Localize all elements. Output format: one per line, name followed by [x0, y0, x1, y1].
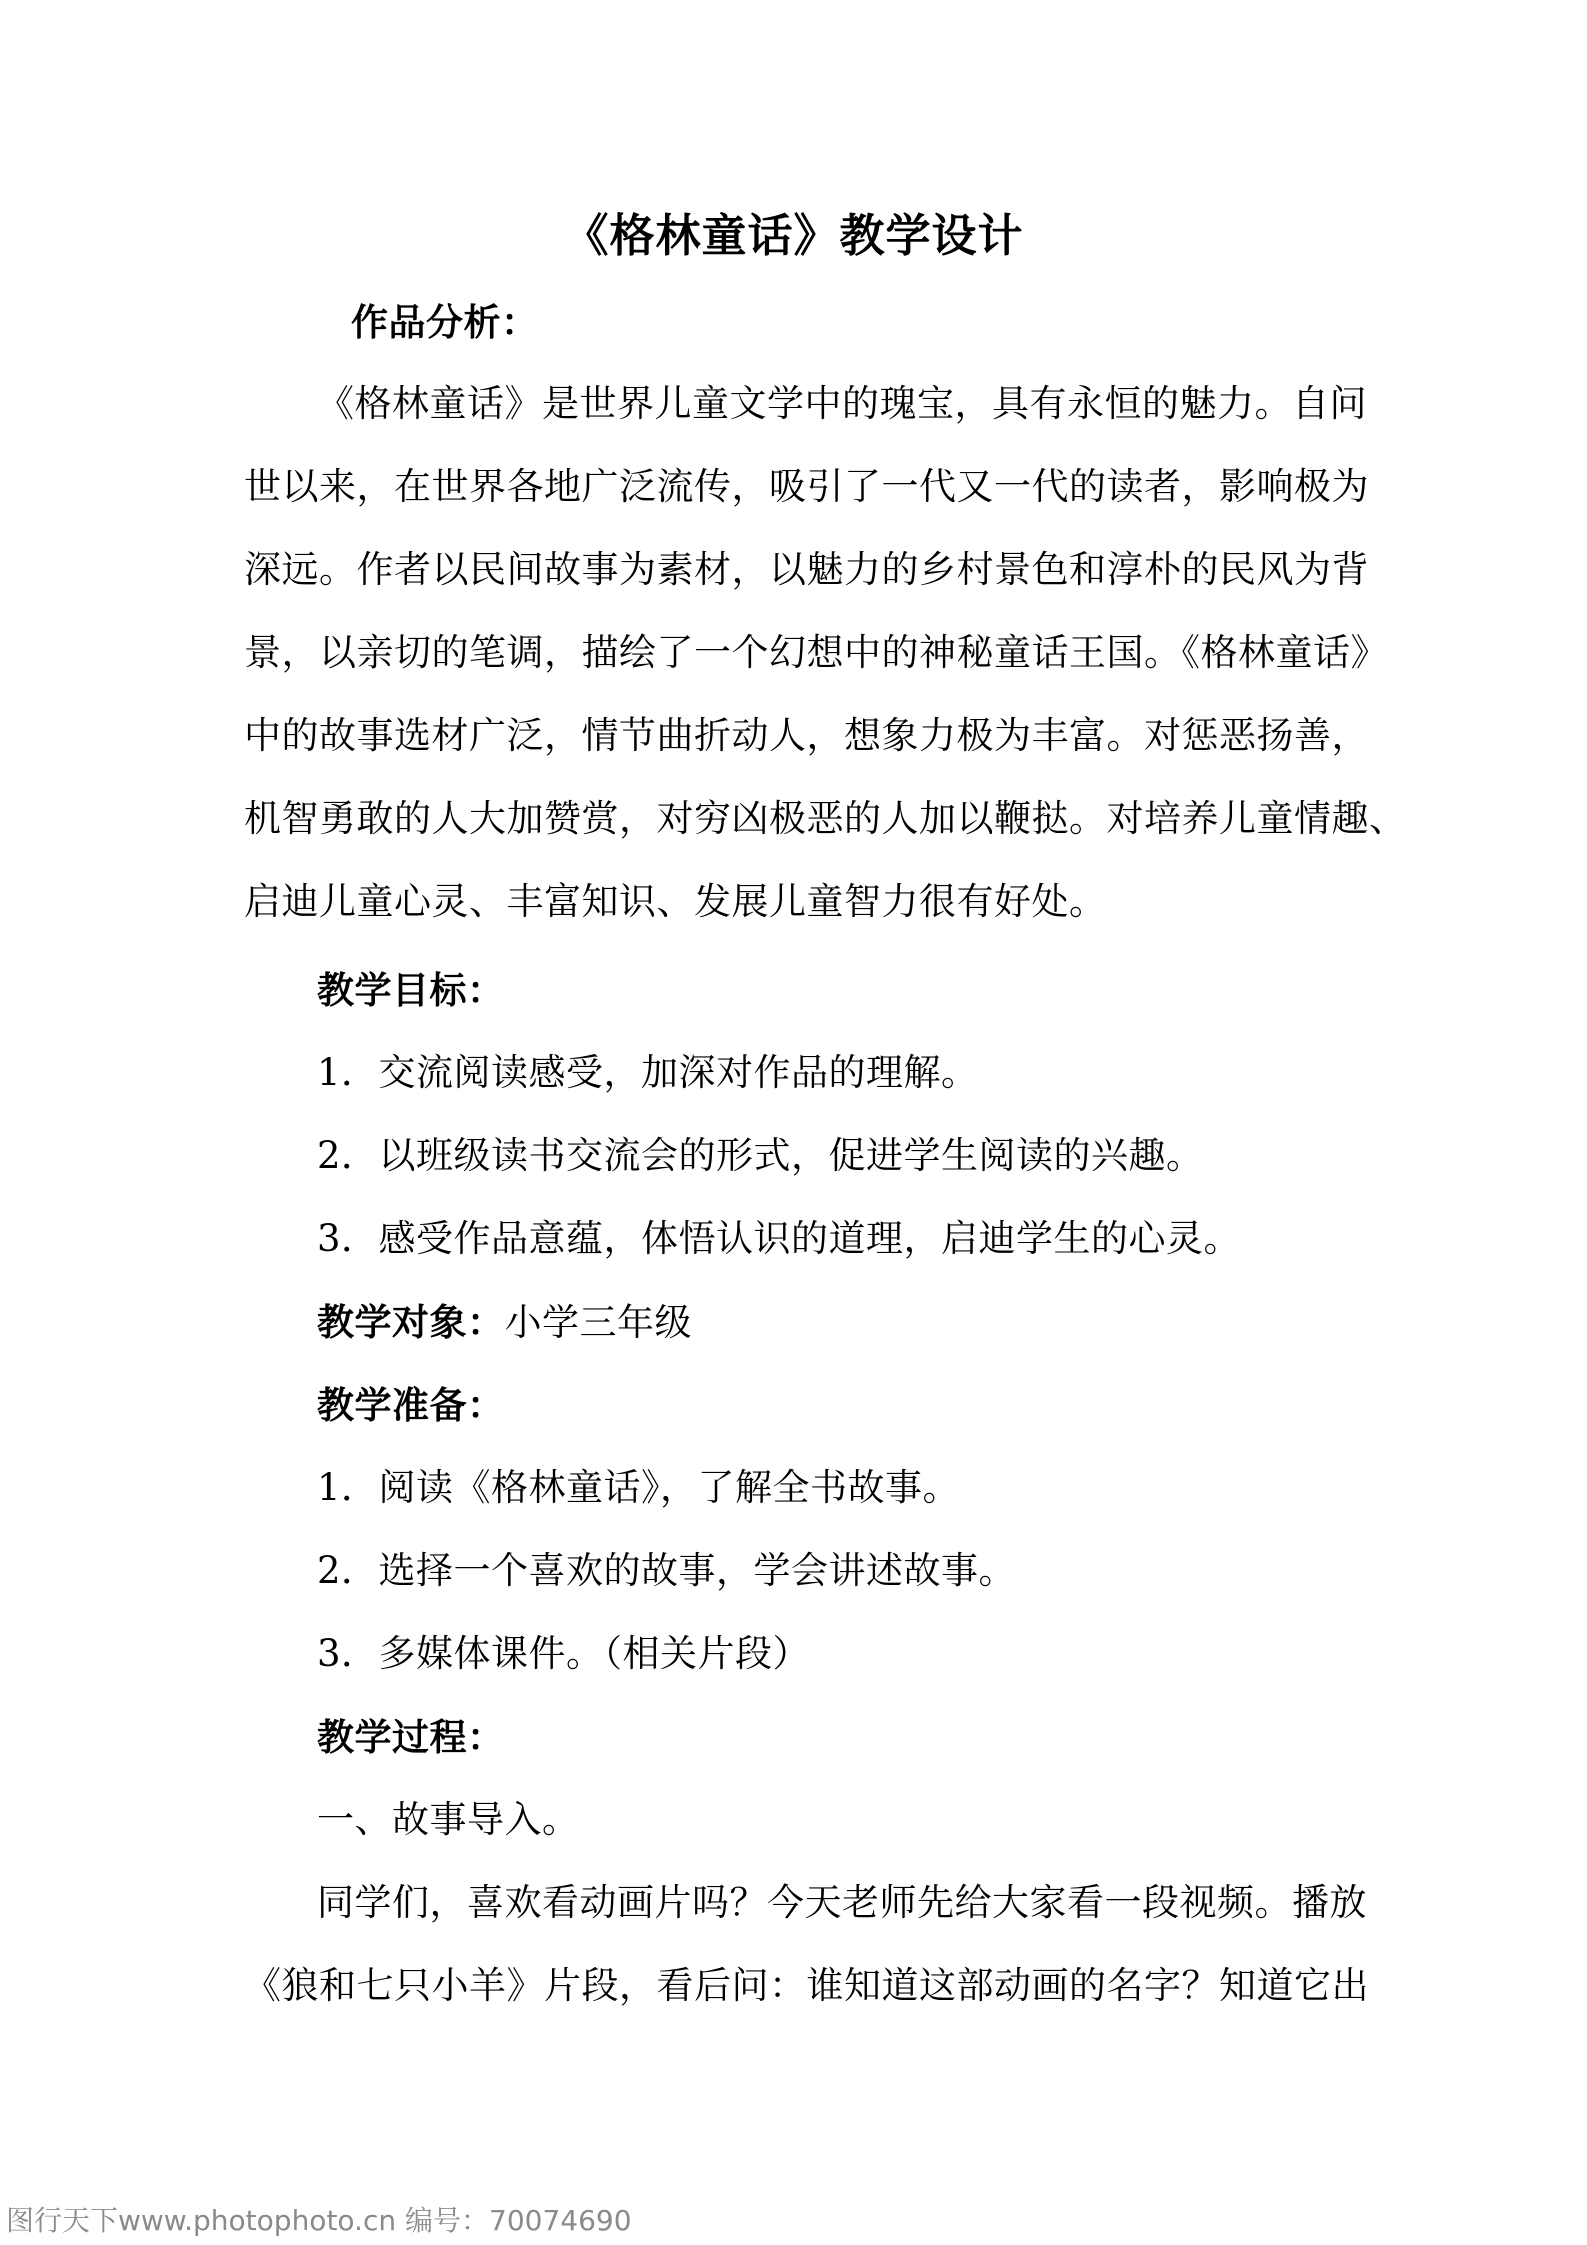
- process-section-title: 一、故事导入。: [317, 1798, 580, 1841]
- analysis-line-6: 机智勇敢的人大加赞赏，对穷凶极恶的人加以鞭挞。对培养儿童情趣、: [244, 797, 1407, 840]
- page-title: 《格林童话》教学设计: [563, 209, 1024, 262]
- process-line-2: 《狼和七只小羊》片段，看后问：谁知道这部动画的名字？知道它出: [244, 1964, 1369, 2007]
- goal-item-1: 1．交流阅读感受，加深对作品的理解。: [317, 1051, 979, 1094]
- analysis-line-5: 中的故事选材广泛，情节曲折动人，想象力极为丰富。对惩恶扬善，: [244, 714, 1369, 757]
- analysis-line-7: 启迪儿童心灵、丰富知识、发展儿童智力很有好处。: [244, 880, 1107, 923]
- prep-heading: 教学准备：: [317, 1383, 505, 1427]
- prep-item-1: 1．阅读《格林童话》，了解全书故事。: [317, 1466, 961, 1509]
- analysis-line-1: 《格林童话》是世界儿童文学中的瑰宝，具有永恒的魅力。自问: [317, 382, 1367, 425]
- prep-item-2: 2．选择一个喜欢的故事，学会讲述故事。: [317, 1549, 1017, 1592]
- goal-item-3: 3．感受作品意蕴，体悟认识的道理，启迪学生的心灵。: [317, 1217, 1242, 1260]
- process-heading: 教学过程：: [317, 1715, 505, 1759]
- watermark-text: 图行天下www.photophoto.cn 编号：70074690: [6, 2204, 632, 2237]
- process-line-1: 同学们，喜欢看动画片吗？今天老师先给大家看一段视频。播放: [317, 1881, 1367, 1924]
- analysis-line-2: 世以来，在世界各地广泛流传，吸引了一代又一代的读者，影响极为: [244, 465, 1369, 508]
- audience-label: 教学对象：: [317, 1300, 505, 1344]
- audience-value: 小学三年级: [504, 1301, 692, 1344]
- analysis-line-3: 深远。作者以民间故事为素材，以魅力的乡村景色和淳朴的民风为背: [244, 548, 1369, 591]
- audience-line: [317, 1297, 692, 1348]
- goals-heading: 教学目标：: [317, 968, 505, 1012]
- analysis-heading: 作品分析：: [351, 300, 539, 344]
- goal-item-2: 2．以班级读书交流会的形式，促进学生阅读的兴趣。: [317, 1134, 1204, 1177]
- analysis-line-4: 景，以亲切的笔调，描绘了一个幻想中的神秘童话王国。《格林童话》: [244, 631, 1388, 674]
- prep-item-3: 3．多媒体课件。（相关片段）: [317, 1632, 811, 1675]
